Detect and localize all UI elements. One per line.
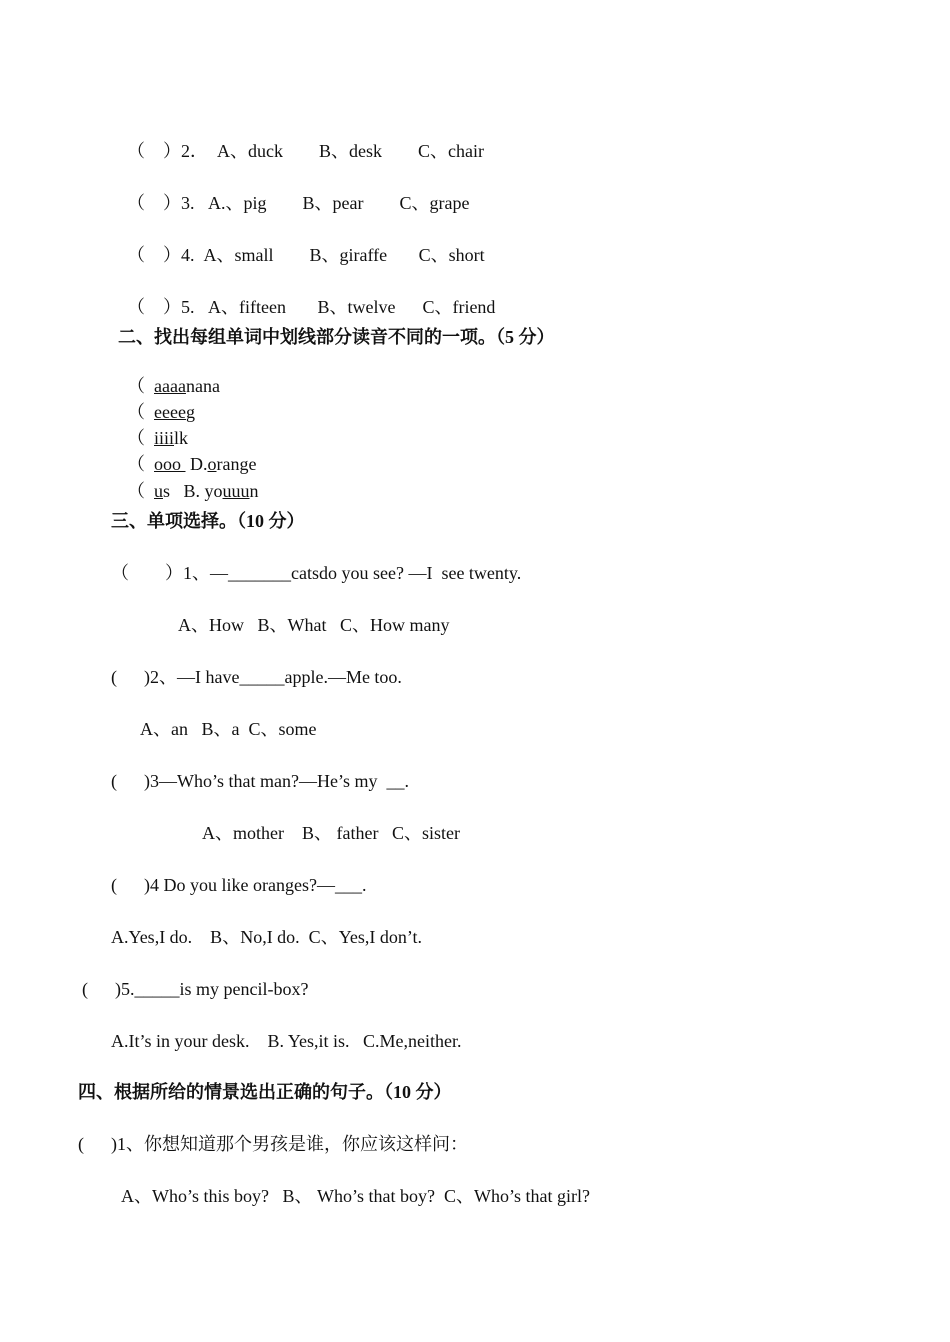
word-rest: lk: [174, 428, 189, 448]
situation-options-1: A、Who’s this boy? B、 Who’s that boy? C、Who’s that girl?: [121, 1186, 590, 1206]
mc-options-5: A.It’s in your desk. B. Yes,it is. C.Me,neither.: [111, 1031, 462, 1051]
answer-paren: （ ）: [127, 193, 181, 213]
word-mid: D.: [185, 454, 208, 474]
answer-paren: （ ）: [127, 141, 181, 161]
mc-question-1: （ ）1、—_______catsdo you see? —I see twenty.: [111, 563, 522, 583]
word-rest: range: [216, 454, 257, 474]
question-text: 5. A、fifteen B、twelve C、friend: [181, 297, 496, 317]
question-4: [118, 222, 485, 266]
question-text: 3. A.、pig B、pear C、grape: [181, 193, 470, 213]
situation-question-1: ( )1、你想知道那个男孩是谁，你应该这样问：: [78, 1134, 468, 1154]
mc-question-4: ( )4 Do you like oranges?—___.: [111, 875, 367, 895]
answer-paren: （: [127, 454, 145, 474]
answer-paren: （: [127, 376, 145, 396]
mc-options-2: A、an B、a C、some: [140, 719, 317, 739]
word-rest: n: [249, 481, 259, 501]
underlined-letters: uuu: [222, 481, 250, 501]
word-mid: s B. yo: [163, 481, 223, 501]
answer-paren: （: [127, 481, 145, 501]
mc-options-1: A、How B、What C、How many: [178, 615, 450, 635]
question-text: 4. A、small B、giraffe C、short: [181, 245, 485, 265]
mc-question-3: ( )3—Who’s that man?—He’s my __.: [111, 771, 409, 791]
underlined-letters: u: [154, 481, 163, 501]
mc-options-3: A、mother B、 father C、sister: [202, 823, 460, 843]
word-rest: g: [185, 402, 195, 422]
question-5: [118, 274, 495, 318]
phonics-item: [118, 458, 259, 502]
underlined-letters: eeee: [154, 402, 186, 422]
answer-paren: （: [127, 428, 145, 448]
underlined-letters: o: [207, 454, 217, 474]
question-text: 2． A、duck B、desk C、chair: [181, 141, 484, 161]
section-4-title: 四、根据所给的情景选出正确的句子。（10 分）: [78, 1082, 452, 1102]
underlined-letters: ooo: [154, 454, 186, 474]
word-rest: nana: [185, 376, 220, 396]
answer-paren: （ ）: [127, 297, 181, 317]
question-3: [118, 170, 469, 214]
answer-paren: （ ）: [127, 245, 181, 265]
question-2: [118, 118, 484, 162]
underlined-letters: aaaa: [154, 376, 186, 396]
underlined-letters: iiii: [154, 428, 175, 448]
section-3-title: 三、单项选择。（10 分）: [111, 511, 305, 531]
mc-question-2: ( )2、—I have_____apple.—Me too.: [111, 667, 402, 687]
mc-options-4: A.Yes,I do. B、No,I do. C、Yes,I don’t.: [111, 927, 423, 947]
answer-paren: （: [127, 402, 145, 422]
mc-question-5: ( )5._____is my pencil-box?: [82, 979, 309, 999]
section-2-title: 二、找出每组单词中划线部分读音不同的一项。（5 分）: [118, 327, 555, 347]
